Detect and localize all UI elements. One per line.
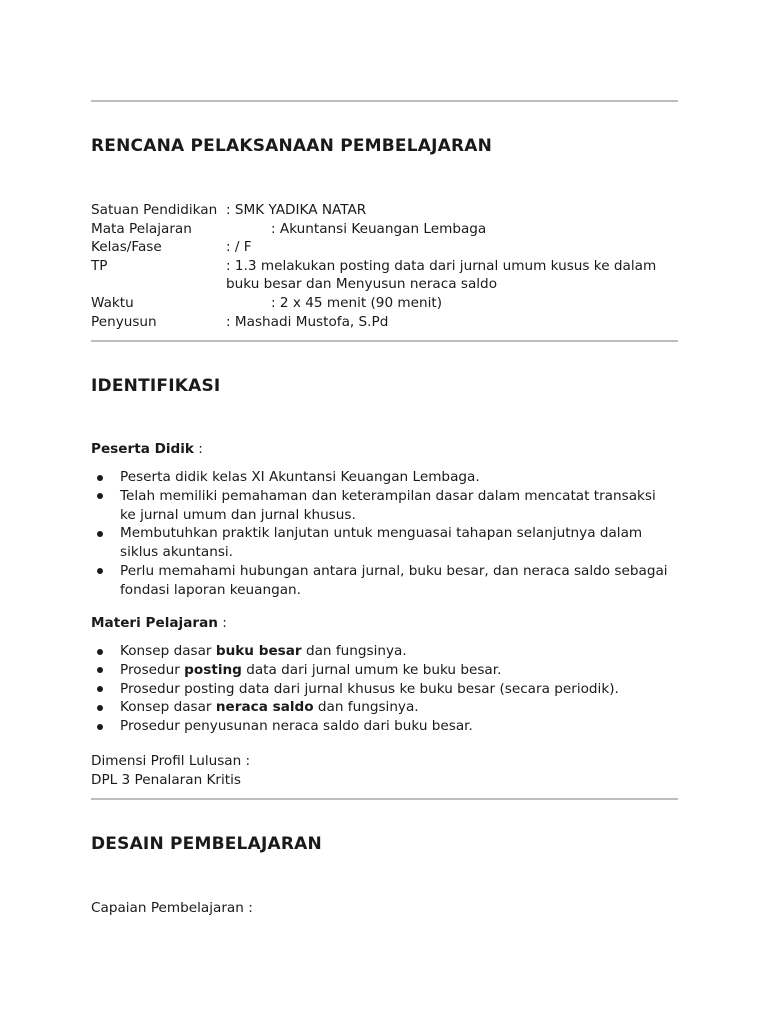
info-value-mapel: : Akuntansi Keuangan Lembaga — [271, 220, 487, 237]
dimensi-profil-label: Dimensi Profil Lulusan : — [91, 753, 251, 769]
divider-desain — [91, 798, 678, 800]
info-label-penyusun: Penyusun — [91, 313, 157, 330]
divider-identifikasi — [91, 340, 678, 342]
info-value-waktu: : 2 x 45 menit (90 menit) — [271, 294, 443, 311]
list-item-bold: neraca saldo — [215, 699, 314, 716]
list-item-text: Perlu memahami hubungan antara jurnal, buku besar, dan neraca saldo sebagai — [120, 562, 668, 579]
peserta-didik-colon: : — [193, 441, 203, 457]
materi-pelajaran-colon: : — [217, 615, 227, 631]
list-item — [91, 698, 681, 717]
bullet-icon — [97, 724, 103, 730]
materi-pelajaran-label-text: Materi Pelajaran — [91, 615, 218, 631]
info-row-waktu — [91, 294, 678, 313]
list-item-text: Konsep dasar — [120, 699, 216, 716]
bullet-icon — [97, 667, 103, 673]
materi-pelajaran-list — [91, 642, 681, 736]
info-label-mapel: Mata Pelajaran — [91, 220, 192, 237]
info-row-kelas — [91, 238, 678, 257]
info-label-satuan: Satuan Pendidikan — [91, 202, 218, 218]
dimensi-profil-value: DPL 3 Penalaran Kritis — [91, 772, 241, 788]
info-row-mapel — [91, 220, 678, 239]
list-item-text-cont: ke jurnal umum dan jurnal khusus. — [120, 506, 356, 523]
list-item-bold: buku besar — [215, 643, 302, 659]
materi-pelajaran-label — [91, 615, 227, 631]
list-item-text: Prosedur penyusunan neraca saldo dari buku besar. — [120, 718, 473, 735]
info-label-waktu: Waktu — [91, 294, 134, 311]
list-item — [91, 524, 681, 562]
list-item-text-post: dan fungsinya. — [313, 699, 419, 716]
list-item — [91, 642, 681, 661]
info-row-satuan — [91, 201, 678, 220]
bullet-icon — [97, 493, 103, 499]
info-value-tp — [226, 257, 678, 294]
peserta-didik-label-text: Peserta Didik — [91, 441, 194, 457]
list-item-text: Membutuhkan praktik lanjutan untuk menguasai tahapan selanjutnya dalam — [120, 525, 643, 542]
list-item — [91, 468, 681, 487]
capaian-pembelajaran-label: Capaian Pembelajaran : — [91, 900, 253, 916]
info-value-satuan: : SMK YADIKA NATAR — [226, 202, 367, 218]
list-item-text: Prosedur — [120, 661, 185, 678]
bullet-icon — [97, 568, 103, 574]
list-item-text: Peserta didik kelas XI Akuntansi Keuangan Lembaga. — [120, 469, 480, 485]
info-block — [91, 201, 678, 331]
info-label-tp: TP — [91, 257, 108, 274]
list-item-text: Prosedur posting data dari jurnal khusus ke buku besar (secara periodik). — [120, 680, 619, 697]
list-item-text-post: dan fungsinya. — [301, 643, 407, 659]
document-title: RENCANA PELAKSANAAN PEMBELAJARAN — [91, 136, 493, 156]
bullet-icon — [97, 475, 103, 481]
info-label-kelas: Kelas/Fase — [91, 239, 162, 256]
list-item — [91, 717, 681, 736]
peserta-didik-label — [91, 441, 203, 457]
list-item — [91, 487, 681, 525]
list-item-text: Konsep dasar — [120, 643, 216, 659]
peserta-didik-list — [91, 468, 681, 600]
bullet-icon — [97, 686, 103, 692]
bullet-icon — [97, 649, 103, 655]
info-value-kelas: : / F — [226, 239, 252, 256]
list-item — [91, 562, 681, 600]
info-value-tp-line2: buku besar dan Menyusun neraca saldo — [226, 276, 498, 293]
list-item — [91, 661, 681, 680]
bullet-icon — [97, 531, 103, 537]
info-row-penyusun — [91, 313, 678, 332]
list-item-text: Telah memiliki pemahaman dan keterampilan dasar dalam mencatat transaksi — [120, 487, 656, 504]
info-row-tp — [91, 257, 678, 294]
info-value-penyusun: : Mashadi Mustofa, S.Pd — [226, 313, 389, 330]
list-item-text-post: data dari jurnal umum ke buku besar. — [241, 661, 502, 678]
list-item-bold: posting — [184, 661, 242, 678]
heading-desain: DESAIN PEMBELAJARAN — [91, 834, 322, 854]
heading-identifikasi: IDENTIFIKASI — [91, 376, 221, 396]
list-item-text-cont: siklus akuntansi. — [120, 544, 233, 561]
info-value-tp-line1: : 1.3 melakukan posting data dari jurnal umum kusus ke dalam — [226, 257, 657, 274]
list-item-text-cont: fondasi laporan keuangan. — [120, 581, 301, 598]
divider-top — [91, 100, 678, 102]
bullet-icon — [97, 705, 103, 711]
list-item — [91, 680, 681, 699]
